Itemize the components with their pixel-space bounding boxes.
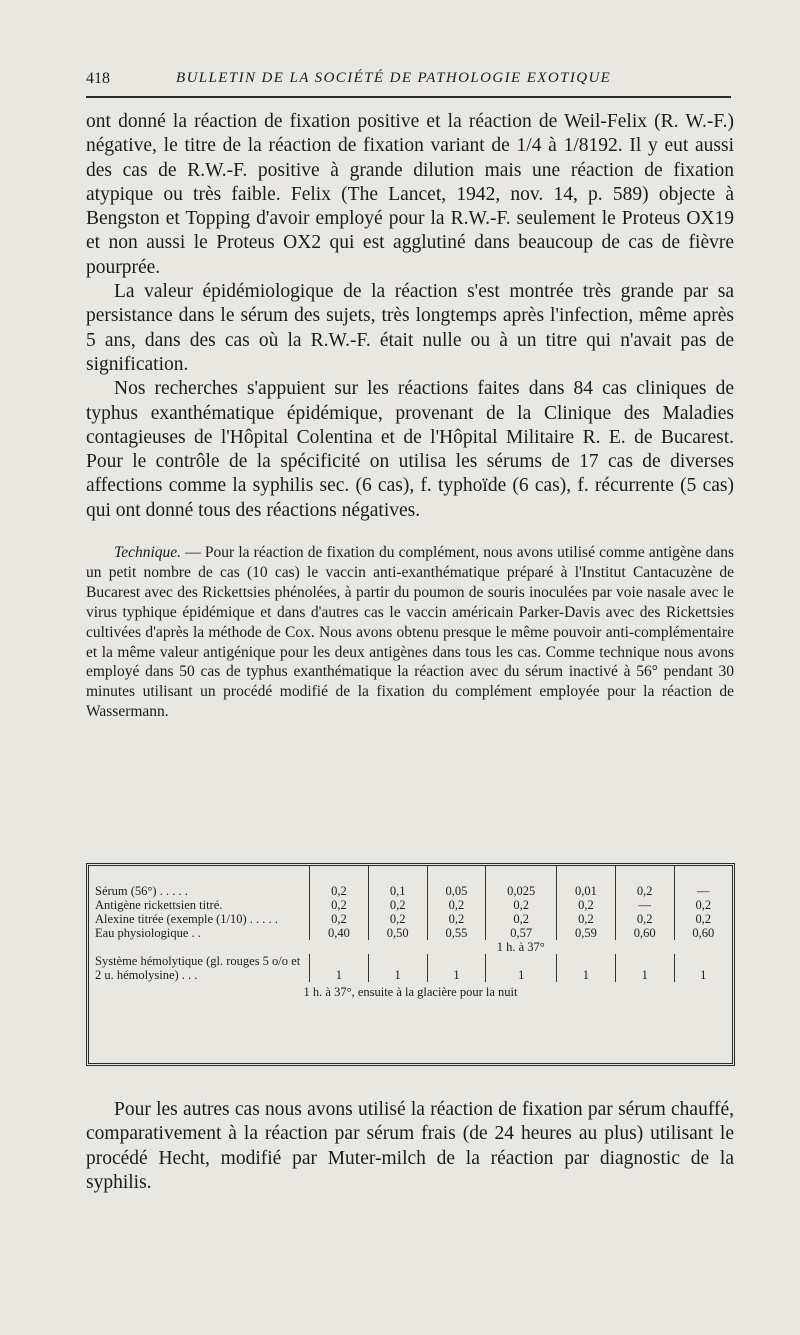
table-row [89, 866, 732, 898]
table-cell: 0,2 [615, 912, 674, 926]
table-cell: 0,2 [368, 898, 427, 912]
table-cell: 1 [557, 954, 616, 982]
row-label: Système hémolytique (gl. rouges 5 o/o et 2 u. hémolysine) . . . [95, 954, 301, 982]
table-cell: 0,2 [427, 912, 486, 926]
page-header [86, 66, 731, 98]
table-cell: 0,57 [486, 926, 557, 940]
article-body [86, 110, 734, 722]
table-cell: 0,59 [557, 926, 616, 940]
table-cell: 1 [368, 954, 427, 982]
table-cell: 1 [310, 954, 369, 982]
table-row [89, 912, 732, 926]
table-cell: 0,2 [674, 898, 732, 912]
technique-paragraph [86, 543, 734, 722]
paragraph-1: ont donné la réaction de fixation positive et la réaction de Weil-Felix (R. W.-F.) négative, le titre de la réaction de fixation variant de 1/4 à 1/8192. Il y eut aussi des cas de R.W.-F. positive à grande dilution mais une réaction de fixation atypique ou très faible. Felix (The Lancet, 1942, nov. 14, p. 589) objecte à Bengston et Topping d'avoir employé pour la R.W.-F. seulement le Proteus OX19 et non aussi le Proteus OX2 qui est agglutiné dans beaucoup de cas de fièvre pourprée. [86, 111, 734, 278]
table-cell: 0,2 [310, 866, 369, 898]
table-row [89, 954, 732, 982]
table-cell: 0,2 [310, 898, 369, 912]
table-cell: 0,2 [310, 912, 369, 926]
row-label: Sérum (56°) . . . . . [95, 884, 188, 898]
table-cell: 0,60 [615, 926, 674, 940]
table-cell: — [615, 898, 674, 912]
table-cell: 0,1 [368, 866, 427, 898]
table-cell: 1 [486, 954, 557, 982]
table-cell: 0,2 [615, 866, 674, 898]
paragraph-2: La valeur épidémiologique de la réaction s'est montrée très grande par sa persistance dans le sérum des sujets, très longtemps après l'infection, même après 5 ans, dans des cas où la R.W.-F. était nulle ou à un titre qui n'avait pas de signification. [86, 281, 734, 375]
table-cell: 0,50 [368, 926, 427, 940]
table-cell: 0,2 [674, 912, 732, 926]
table-cell: 0,05 [427, 866, 486, 898]
table-cell: — [674, 866, 732, 898]
table-cell: 0,2 [427, 898, 486, 912]
table-cell: 0,2 [486, 898, 557, 912]
paragraph-3: Nos recherches s'appuient sur les réactions faites dans 84 cas cliniques de typhus exanthématique épidémique, provenant de la Clinique des Maladies contagieuses de l'Hôpital Colentina et de l'Hôpital Militaire R. E. de Bucarest. Pour le contrôle de la spécificité on utilisa les sérums de 17 cas de diverses affections comme la syphilis sec. (6 cas), f. typhoïde (6 cas), f. récurrente (5 cas) qui ont donné tous des réactions négatives. [86, 378, 734, 521]
incubation-note-1: 1 h. à 37° [496, 940, 545, 954]
incubation-row [89, 940, 732, 954]
row-label: Eau physiologique . . [95, 926, 201, 940]
table-cell: 0,025 [486, 866, 557, 898]
table-cell: 0,01 [557, 866, 616, 898]
page-number: 418 [86, 70, 110, 87]
incubation-note-2: 1 h. à 37°, ensuite à la glacière pour la nuit [303, 985, 518, 999]
table-cell: 0,2 [486, 912, 557, 926]
table-cell: 0,55 [427, 926, 486, 940]
article-body-continued [86, 1098, 734, 1195]
table-cell: 1 [674, 954, 732, 982]
table-cell: 1 [615, 954, 674, 982]
row-label: Alexine titrée (exemple (1/10) . . . . . [95, 912, 278, 926]
table-cell: 0,2 [557, 898, 616, 912]
table-cell: 0,2 [368, 912, 427, 926]
table-cell: 0,40 [310, 926, 369, 940]
journal-title: BULLETIN DE LA SOCIÉTÉ DE PATHOLOGIE EXOTIQUE [176, 70, 612, 86]
table-cell: 0,2 [557, 912, 616, 926]
experiment-table [86, 863, 735, 1066]
table-cell: 0,60 [674, 926, 732, 940]
technique-body: — Pour la réaction de fixation du complément, nous avons utilisé comme antigène dans un petit nombre de cas (10 cas) le vaccin anti-exanthématique préparé à l'Institut Cantacuzène de Bucarest avec des Rickettsies phénolées, à partir du poumon de souris inoculées par voie nasale avec le virus typhique épidémique et dans d'autres cas le vaccin américain Parker-Davis avec des Rickettsies cultivées d'après la méthode de Cox. Nous avons obtenu presque le même pouvoir anti-complémentaire et la même valeur antigénique pour les deux antigènes dans tous les cas. Comme technique nous avons employé dans 50 cas de typhus exanthématique la réaction avec du sérum inactivé à 56° pendant 30 minutes utilisant un procédé modifié de la fixation du complément employée pour la réaction de Wassermann. [86, 544, 734, 721]
paragraph-after-table: Pour les autres cas nous avons utilisé la réaction de fixation par sérum chauffé, comparativement à la réaction par sérum frais (de 24 heures au plus) utilisant le procédé Hecht, modifié par Muter-milch de la réaction par diagnostic de la syphilis. [86, 1099, 734, 1193]
table-cell: 1 [427, 954, 486, 982]
table-row [89, 898, 732, 912]
table-row [89, 926, 732, 940]
dilution-table [89, 866, 732, 982]
technique-title: Technique. [114, 544, 182, 562]
row-label: Antigène rickettsien titré. [95, 898, 223, 912]
